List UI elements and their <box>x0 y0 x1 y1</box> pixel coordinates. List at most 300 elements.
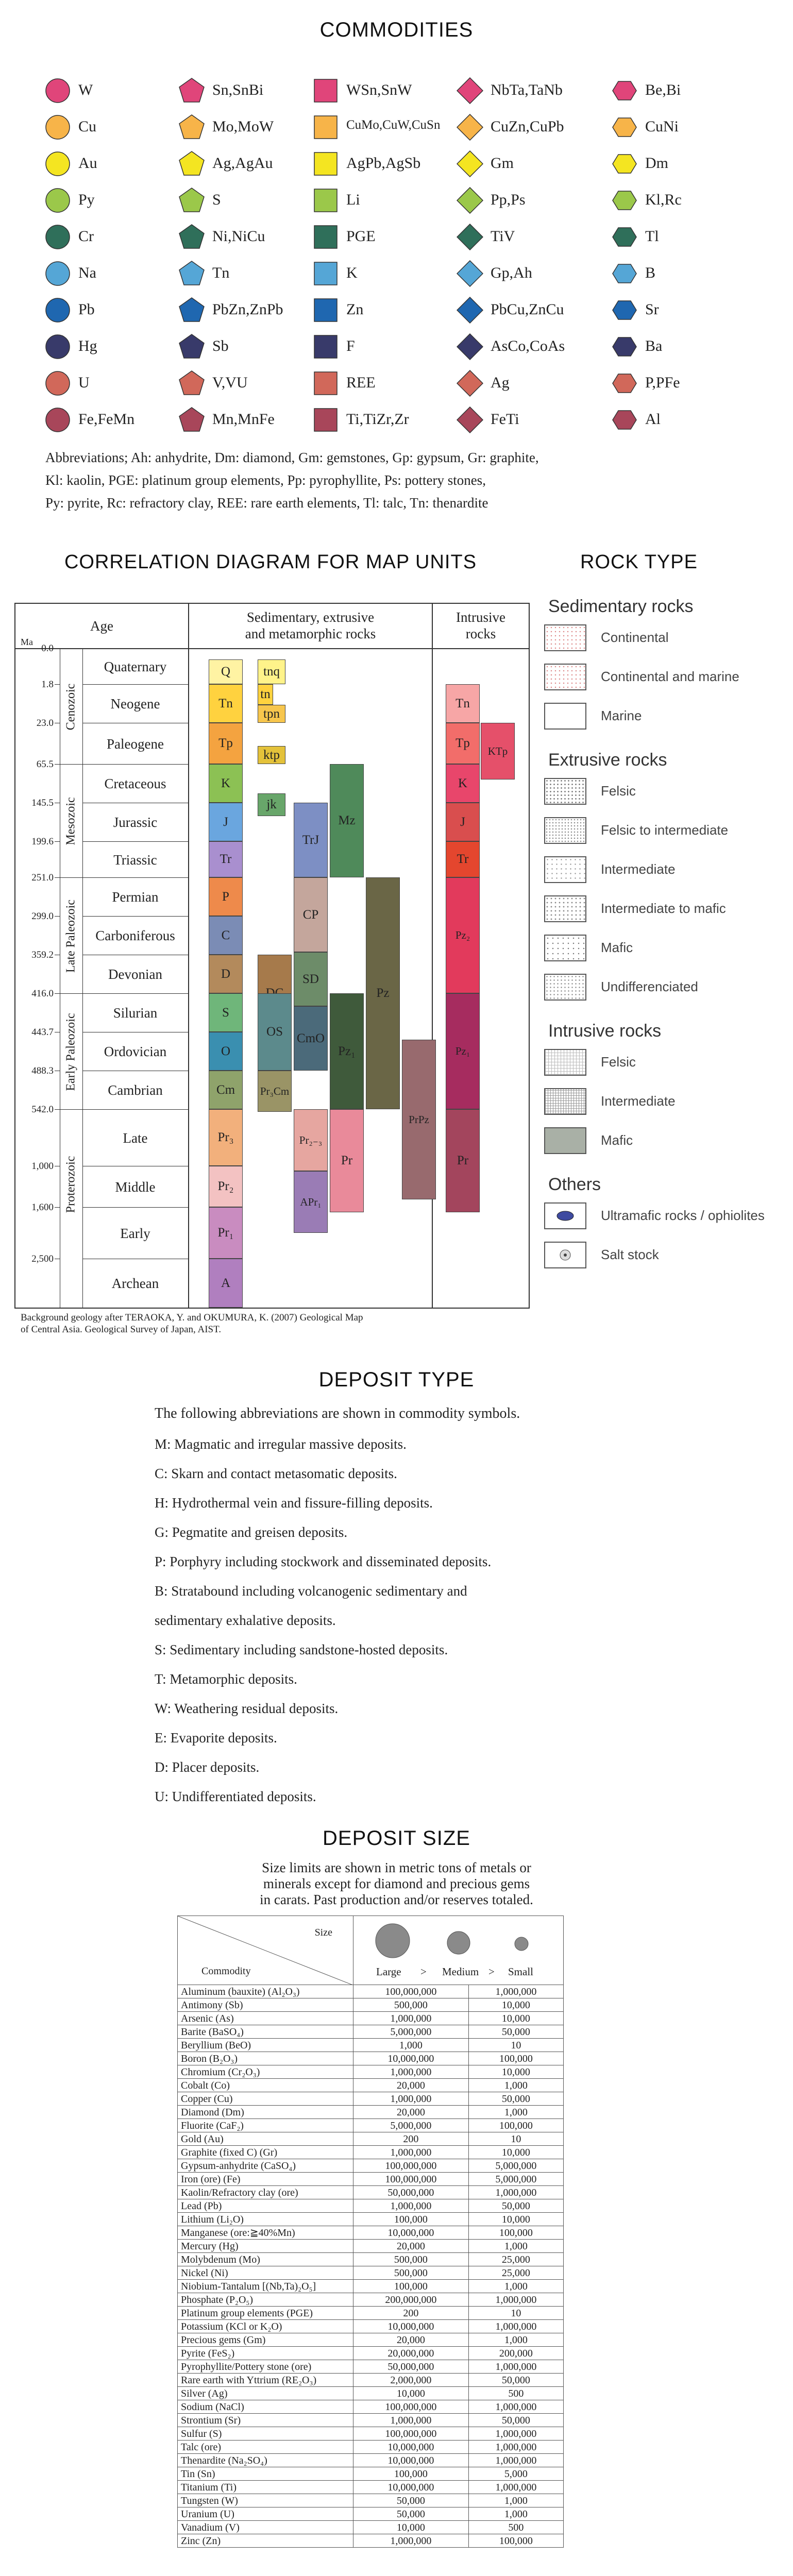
commodity-circle-icon <box>44 150 71 177</box>
small-threshold-cell: 1,000 <box>468 2240 563 2253</box>
abbreviations-line: Kl: kaolin, PGE: platinum group elements, Pp: pyrophyllite, Ps: pottery stones, <box>45 472 486 488</box>
commodities-title: COMMODITIES <box>319 19 474 41</box>
ma-tick-label: 1,600 <box>31 1202 54 1213</box>
deposit-type-item: G: Pegmatite and greisen deposits. <box>155 1524 348 1540</box>
commodity-cell: Copper (Cu) <box>178 2092 353 2106</box>
large-threshold-cell: 20,000,000 <box>353 2347 469 2360</box>
table-row <box>178 2347 564 2360</box>
commodity-square-icon <box>312 297 339 324</box>
commodity-label: Na <box>78 264 96 281</box>
commodity-hexagon-icon <box>611 370 638 397</box>
large-threshold-cell: 100,000 <box>353 2280 469 2293</box>
commodity-label: AgPb,AgSb <box>346 155 421 172</box>
commodity-cell: Fluorite (CaF₂) <box>178 2119 353 2132</box>
table-row <box>178 2507 564 2521</box>
commodity-label: K <box>346 264 358 281</box>
commodity-cell: Aluminum (bauxite) (Al₂O₃) <box>178 1985 353 1998</box>
abbreviations-note <box>45 446 756 514</box>
table-row <box>178 2307 564 2320</box>
ma-tick-label: 2,500 <box>31 1253 54 1264</box>
commodity-label: P,PFe <box>645 374 680 391</box>
map-unit-box: K <box>446 764 480 803</box>
table-row <box>178 2400 564 2414</box>
commodity-label: NbTa,TaNb <box>491 81 563 98</box>
deposit-size-intro-line: in carats. Past production and/or reserves totaled. <box>260 1892 533 1907</box>
table-row <box>178 2132 564 2146</box>
commodity-header-label: Commodity <box>201 1965 251 1977</box>
map-unit-box: Pz <box>366 877 400 1109</box>
commodity-pentagon-icon <box>178 187 205 214</box>
sedimentary-header-line: Sedimentary, extrusive <box>246 609 375 625</box>
abbreviations-line: Abbreviations; Ah: anhydrite, Dm: diamond, Gm: gemstones, Gp: gypsum, Gr: graphite, <box>45 450 539 465</box>
commodity-cell: Mercury (Hg) <box>178 2240 353 2253</box>
large-threshold-cell: 20,000 <box>353 2106 469 2119</box>
commodity-hexagon-icon <box>611 150 638 177</box>
small-threshold-cell: 50,000 <box>468 2414 563 2427</box>
large-threshold-cell: 2,000,000 <box>353 2374 469 2387</box>
table-row <box>178 2374 564 2387</box>
small-threshold-cell: 1,000,000 <box>468 2427 563 2441</box>
commodity-cell: Talc (ore) <box>178 2441 353 2454</box>
gt-sign: > <box>420 1965 427 1978</box>
map-unit-box: J <box>446 803 480 841</box>
small-threshold-cell: 10 <box>468 2039 563 2052</box>
deposit-type-item: B: Stratabound including volcanogenic sedimentary and <box>155 1583 467 1599</box>
small-threshold-cell: 100,000 <box>468 2119 563 2132</box>
map-unit-box: SD <box>294 952 328 1006</box>
commodity-square-icon <box>312 333 339 360</box>
commodity-cell: Tin (Sn) <box>178 2467 353 2481</box>
commodity-square-icon <box>312 406 339 433</box>
ma-tick-label: 145.5 <box>31 798 54 808</box>
commodity-label: PbZn,ZnPb <box>212 301 283 318</box>
ma-tick-label: 1,000 <box>31 1161 54 1172</box>
commodity-cell: Pyrite (FeS₂) <box>178 2347 353 2360</box>
large-threshold-cell: 5,000,000 <box>353 2025 469 2039</box>
commodity-cell: Graphite (fixed C) (Gr) <box>178 2146 353 2159</box>
commodity-cell: Barite (BaSO₄) <box>178 2025 353 2039</box>
large-threshold-cell: 100,000,000 <box>353 2400 469 2414</box>
era-cell <box>60 648 82 765</box>
ma-tick-label: 1.8 <box>41 679 54 690</box>
map-unit-box: Pr₃Cm <box>258 1071 292 1112</box>
commodity-label: Tn <box>212 264 230 281</box>
commodity-diamond-icon <box>457 406 483 433</box>
table-row <box>178 2039 564 2052</box>
rock-type-label: Felsic <box>601 783 636 799</box>
rock-pattern-swatch <box>544 935 586 961</box>
intrusive-column-header <box>432 604 529 648</box>
table-row <box>178 2213 564 2226</box>
commodity-diamond-icon <box>457 297 483 324</box>
commodity-label: Kl,Rc <box>645 191 682 208</box>
commodity-cell: Lithium (Li₂O) <box>178 2213 353 2226</box>
map-unit-box: O <box>209 1032 243 1071</box>
table-row <box>178 2467 564 2481</box>
period-label: Archean <box>82 1259 188 1308</box>
period-label: Ordovician <box>82 1032 188 1071</box>
commodity-cell: Thenardite (Na₂SO₄) <box>178 2454 353 2467</box>
map-unit-box: K <box>209 764 243 803</box>
commodity-pentagon-icon <box>178 297 205 324</box>
large-threshold-cell: 10,000 <box>353 2521 469 2534</box>
commodity-diamond-icon <box>457 77 483 104</box>
map-unit-box: C <box>209 916 243 955</box>
small-threshold-cell: 1,000 <box>468 2507 563 2521</box>
map-unit-box: P <box>209 877 243 916</box>
commodity-label: Ni,NiCu <box>212 228 265 245</box>
table-row <box>178 2454 564 2467</box>
commodity-label: Fe,FeMn <box>78 411 135 428</box>
small-threshold-cell: 50,000 <box>468 2199 563 2213</box>
commodity-cell: Chromium (Cr₂O₃) <box>178 2065 353 2079</box>
rock-type-label: Intermediate <box>601 1093 676 1109</box>
commodity-square-icon <box>312 150 339 177</box>
table-row <box>178 2240 564 2253</box>
commodity-label: REE <box>346 374 376 391</box>
commodity-label: Tl <box>645 228 659 245</box>
large-threshold-cell: 10,000,000 <box>353 2441 469 2454</box>
small-threshold-cell: 1,000 <box>468 2333 563 2347</box>
commodity-cell: Rare earth with Yttrium (RE₂O₃) <box>178 2374 353 2387</box>
commodity-label: FeTi <box>491 411 519 428</box>
large-threshold-cell: 50,000 <box>353 2507 469 2521</box>
source-note-line: of Central Asia. Geological Survey of Japan, AIST. <box>21 1324 222 1335</box>
correlation-diagram <box>14 603 530 1309</box>
commodity-label: Gm <box>491 155 514 172</box>
commodity-cell: Molybdenum (Mo) <box>178 2253 353 2266</box>
commodity-circle-icon <box>44 406 71 433</box>
large-threshold-cell: 1,000,000 <box>353 2065 469 2079</box>
small-threshold-cell: 100,000 <box>468 2226 563 2240</box>
commodity-cell: Gold (Au) <box>178 2132 353 2146</box>
commodity-diamond-icon <box>457 224 483 250</box>
small-threshold-cell: 100,000 <box>468 2052 563 2065</box>
map-unit-box: Tp <box>209 723 243 764</box>
map-unit-box: PrPz <box>402 1040 436 1199</box>
large-threshold-cell: 100,000 <box>353 2467 469 2481</box>
commodity-label: Py <box>78 191 95 208</box>
ma-tick-label: 359.2 <box>31 950 54 960</box>
large-threshold-cell: 100,000,000 <box>353 2159 469 2173</box>
commodity-cell: Silver (Ag) <box>178 2387 353 2400</box>
source-note <box>21 1312 536 1335</box>
commodity-label: S <box>212 191 221 208</box>
commodity-label: TiV <box>491 228 515 245</box>
large-threshold-cell: 1,000,000 <box>353 2092 469 2106</box>
period-label: Early <box>82 1207 188 1259</box>
rock-group-title: Sedimentary rocks <box>548 597 694 616</box>
period-label: Carboniferous <box>82 916 188 955</box>
small-threshold-cell: 1,000,000 <box>468 2400 563 2414</box>
map-unit-box: Mz <box>330 764 364 877</box>
rock-type-label: Ultramafic rocks / ophiolites <box>601 1208 765 1223</box>
small-threshold-cell: 1,000,000 <box>468 2186 563 2199</box>
commodity-square-icon <box>312 187 339 214</box>
commodity-square-icon <box>312 260 339 287</box>
large-threshold-cell: 1,000,000 <box>353 2534 469 2548</box>
commodity-circle-icon <box>44 114 71 141</box>
large-threshold-cell: 100,000,000 <box>353 1985 469 1998</box>
small-threshold-cell: 10,000 <box>468 2213 563 2226</box>
commodity-cell: Kaolin/Refractory clay (ore) <box>178 2186 353 2199</box>
large-threshold-cell: 20,000 <box>353 2333 469 2347</box>
table-row <box>178 2159 564 2173</box>
intrusive-header-line: rocks <box>465 626 496 641</box>
ma-tick-label: 199.6 <box>31 836 54 847</box>
small-threshold-cell: 25,000 <box>468 2266 563 2280</box>
table-corner-header <box>178 1916 353 1985</box>
deposit-size-title: DEPOSIT SIZE <box>323 1827 470 1850</box>
commodity-square-icon <box>312 370 339 397</box>
map-unit-box: Tn <box>446 684 480 723</box>
table-row <box>178 2427 564 2441</box>
commodity-label: Sb <box>212 337 229 354</box>
large-threshold-cell: 10,000,000 <box>353 2052 469 2065</box>
commodity-label: Dm <box>645 155 668 172</box>
medium-size-circle <box>447 1931 470 1954</box>
map-unit-box: jk <box>258 793 285 816</box>
rock-group-title: Intrusive rocks <box>548 1021 662 1041</box>
commodity-label: Sn,SnBi <box>212 81 264 98</box>
commodity-cell: Manganese (ore:≧40%Mn) <box>178 2226 353 2240</box>
era-label: Cenozoic <box>64 683 78 730</box>
commodity-hexagon-icon <box>611 114 638 141</box>
large-threshold-cell: 500,000 <box>353 2253 469 2266</box>
small-threshold-cell: 5,000,000 <box>468 2173 563 2186</box>
map-unit-box: Q <box>209 659 243 684</box>
commodity-label: Gp,Ah <box>491 264 532 281</box>
commodity-label: Be,Bi <box>645 81 681 98</box>
small-threshold-cell: 5,000 <box>468 2467 563 2481</box>
commodity-cell: Strontium (Sr) <box>178 2414 353 2427</box>
deposit-type-item: D: Placer deposits. <box>155 1759 260 1775</box>
deposit-type-intro: The following abbreviations are shown in commodity symbols. <box>155 1405 520 1421</box>
rock-type-label: Mafic <box>601 1132 633 1148</box>
commodity-diamond-icon <box>457 187 483 214</box>
commodity-cell: Tungsten (W) <box>178 2494 353 2507</box>
large-threshold-cell: 500,000 <box>353 2266 469 2280</box>
commodity-hexagon-icon <box>611 224 638 250</box>
commodity-pentagon-icon <box>178 224 205 250</box>
commodity-label: Li <box>346 191 360 208</box>
table-row <box>178 2079 564 2092</box>
period-label: Late <box>82 1109 188 1166</box>
large-threshold-cell: 1,000,000 <box>353 2146 469 2159</box>
small-threshold-cell: 1,000,000 <box>468 2481 563 2494</box>
commodity-cell: Precious gems (Gm) <box>178 2333 353 2347</box>
commodity-diamond-icon <box>457 370 483 397</box>
small-threshold-cell: 5,000,000 <box>468 2159 563 2173</box>
rock-pattern-swatch <box>544 664 586 690</box>
ma-tick-label: 443.7 <box>31 1027 54 1038</box>
deposit-type-item: W: Weathering residual deposits. <box>155 1701 339 1716</box>
commodity-label: Mo,MoW <box>212 118 274 135</box>
rock-pattern-swatch <box>544 1127 586 1154</box>
sedimentary-header-line: and metamorphic rocks <box>245 626 376 641</box>
ma-tick-label: 416.0 <box>31 988 54 999</box>
commodity-cell: Uranium (U) <box>178 2507 353 2521</box>
rock-type-label: Continental <box>601 630 669 645</box>
rock-pattern-swatch <box>544 624 586 651</box>
large-threshold-cell: 1,000,000 <box>353 2414 469 2427</box>
map-unit-box: tpn <box>258 705 285 723</box>
period-label: Cambrian <box>82 1071 188 1110</box>
map-unit-box: tn <box>258 684 273 705</box>
small-threshold-cell: 1,000,000 <box>468 2360 563 2374</box>
small-threshold-cell: 1,000 <box>468 2494 563 2507</box>
commodity-circle-icon <box>44 77 71 104</box>
deposit-size-intro-line: Size limits are shown in metric tons of metals or <box>262 1860 531 1875</box>
commodity-label: Hg <box>78 337 97 354</box>
large-threshold-cell: 200,000,000 <box>353 2293 469 2307</box>
commodity-label: Ag,AgAu <box>212 155 273 172</box>
commodity-cell: Phosphate (P₂O₅) <box>178 2293 353 2307</box>
map-unit-box: J <box>209 803 243 841</box>
commodity-label: U <box>78 374 90 391</box>
commodity-label: CuNi <box>645 118 679 135</box>
deposit-size-intro-line: minerals except for diamond and precious gems <box>263 1876 530 1891</box>
commodity-symbol-grid <box>0 0 793 443</box>
table-row <box>178 2441 564 2454</box>
commodity-pentagon-icon <box>178 406 205 433</box>
commodity-cell: Potassium (KCl or K₂O) <box>178 2320 353 2333</box>
map-unit-box: Pr <box>446 1109 480 1212</box>
rock-pattern-swatch <box>544 817 586 844</box>
deposit-type-item: T: Metamorphic deposits. <box>155 1671 297 1687</box>
era-label: Late Paleozoic <box>64 899 78 973</box>
table-row <box>178 2481 564 2494</box>
commodity-cell: Platinum group elements (PGE) <box>178 2307 353 2320</box>
deposit-type-item: C: Skarn and contact metasomatic deposits. <box>155 1466 397 1481</box>
map-unit-box: tnq <box>258 659 285 684</box>
commodity-cell: Niobium-Tantalum [(Nb,Ta)₂O₅] <box>178 2280 353 2293</box>
commodity-diamond-icon <box>457 114 483 141</box>
small-threshold-cell: 1,000,000 <box>468 2293 563 2307</box>
period-label: Silurian <box>82 993 188 1032</box>
large-threshold-cell: 50,000 <box>353 2494 469 2507</box>
source-note-line: Background geology after TERAOKA, Y. and OKUMURA, K. (2007) Geological Map <box>21 1312 363 1323</box>
commodity-hexagon-icon <box>611 260 638 287</box>
table-row <box>178 2494 564 2507</box>
table-row <box>178 2360 564 2374</box>
commodity-label: Au <box>78 155 97 172</box>
era-label: Mesozoic <box>64 797 78 845</box>
period-label: Quaternary <box>82 648 188 685</box>
map-unit-box: Pz₁ <box>446 993 480 1109</box>
ma-tick-label: 0.0 <box>41 643 54 654</box>
small-threshold-cell: 25,000 <box>468 2253 563 2266</box>
era-cell <box>60 764 82 878</box>
table-row <box>178 1985 564 1998</box>
ma-tick-label: 299.0 <box>31 911 54 922</box>
commodity-circle-icon <box>44 333 71 360</box>
map-unit-box: KTp <box>481 723 515 779</box>
table-row <box>178 2293 564 2307</box>
size-header-label: Size <box>314 1927 332 1938</box>
commodity-label: Ag <box>491 374 510 391</box>
commodity-pentagon-icon <box>178 114 205 141</box>
large-threshold-cell: 20,000 <box>353 2240 469 2253</box>
commodity-cell: Lead (Pb) <box>178 2199 353 2213</box>
table-row <box>178 2146 564 2159</box>
map-unit-box: Pr₃ <box>209 1109 243 1166</box>
era-label: Proterozoic <box>64 1156 78 1213</box>
commodity-cell: Diamond (Dm) <box>178 2106 353 2119</box>
rock-pattern-swatch <box>544 1049 586 1076</box>
rock-type-label: Intermediate to mafic <box>601 901 726 916</box>
commodity-cell: Beryllium (BeO) <box>178 2039 353 2052</box>
commodity-pentagon-icon <box>178 370 205 397</box>
map-unit-box: APr₁ <box>294 1171 328 1233</box>
deposit-size-table-wrap <box>177 1916 564 2548</box>
medium-label: Medium <box>442 1965 479 1978</box>
deposit-type-item: P: Porphyry including stockwork and disseminated deposits. <box>155 1554 492 1569</box>
small-threshold-cell: 1,000,000 <box>468 1985 563 1998</box>
map-unit-box: Cm <box>209 1071 243 1109</box>
small-threshold-cell: 10 <box>468 2132 563 2146</box>
map-unit-box: Tp <box>446 723 480 764</box>
map-unit-box: ktp <box>258 746 285 764</box>
rock-pattern-swatch <box>544 856 586 883</box>
map-unit-box: Pr₂₋₃ <box>294 1109 328 1171</box>
map-unit-box: Pz₂ <box>446 877 480 993</box>
large-threshold-cell: 10,000,000 <box>353 2481 469 2494</box>
commodity-square-icon <box>312 224 339 250</box>
commodity-label: Pb <box>78 301 95 318</box>
map-unit-box: Pr <box>330 1109 364 1212</box>
commodity-label: Al <box>645 411 661 428</box>
rock-pattern-swatch <box>544 778 586 805</box>
rock-pattern-swatch <box>544 703 586 730</box>
large-threshold-cell: 20,000 <box>353 2079 469 2092</box>
rock-type-label: Continental and marine <box>601 669 739 684</box>
rock-type-legend <box>536 592 783 1283</box>
age-column-header: Age <box>90 618 113 634</box>
commodity-diamond-icon <box>457 260 483 287</box>
commodity-hexagon-icon <box>611 77 638 104</box>
table-row <box>178 2333 564 2347</box>
map-unit-box: Tr <box>446 841 480 877</box>
rock-type-label: Intermediate <box>601 861 676 877</box>
table-row <box>178 2266 564 2280</box>
commodity-cell: Pyrophyllite/Pottery stone (ore) <box>178 2360 353 2374</box>
small-threshold-cell: 50,000 <box>468 2092 563 2106</box>
period-label: Jurassic <box>82 803 188 842</box>
ma-tick-label: 488.3 <box>31 1065 54 1076</box>
deposit-type-item: E: Evaporite deposits. <box>155 1730 277 1745</box>
map-unit-box: Pr₂ <box>209 1166 243 1207</box>
table-row <box>178 2092 564 2106</box>
large-threshold-cell: 1,000,000 <box>353 2012 469 2025</box>
commodity-pentagon-icon <box>178 77 205 104</box>
commodity-hexagon-icon <box>611 297 638 324</box>
large-threshold-cell: 10,000,000 <box>353 2226 469 2240</box>
small-size-circle <box>515 1937 528 1951</box>
small-threshold-cell: 10,000 <box>468 2146 563 2159</box>
commodity-circle-icon <box>44 370 71 397</box>
salt-stock-icon <box>544 1242 586 1268</box>
large-threshold-cell: 200 <box>353 2132 469 2146</box>
commodity-pentagon-icon <box>178 150 205 177</box>
period-label: Cretaceous <box>82 764 188 803</box>
table-row <box>178 1998 564 2012</box>
large-threshold-cell: 10,000,000 <box>353 2320 469 2333</box>
commodity-square-icon <box>312 114 339 141</box>
commodity-label: Cu <box>78 118 97 135</box>
commodity-label: F <box>346 337 355 354</box>
map-unit-box: OS <box>258 993 292 1071</box>
